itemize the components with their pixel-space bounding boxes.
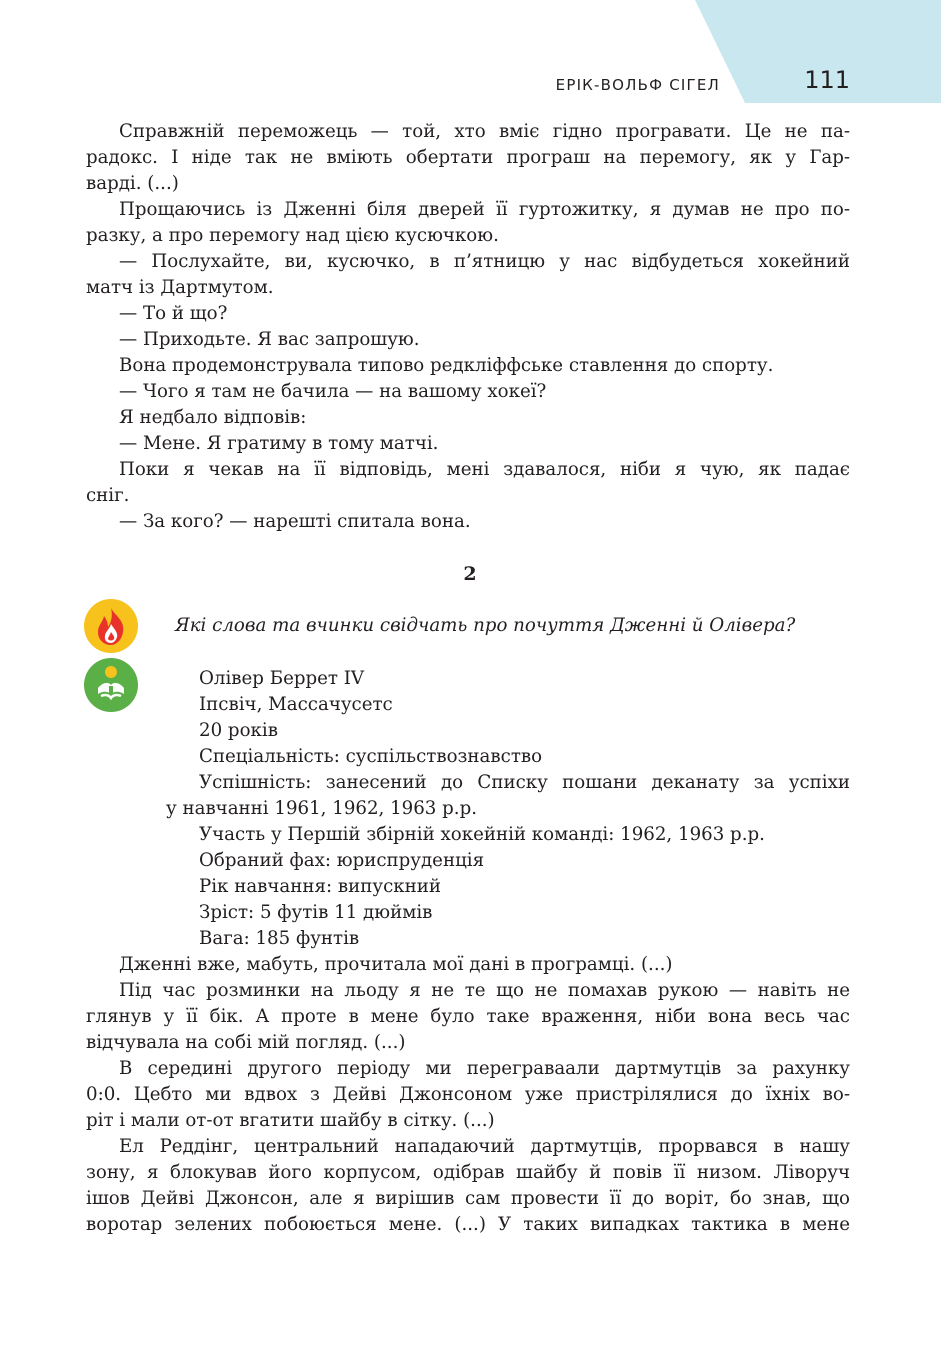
program-line: Іпсвіч, Массачусетс [199, 694, 393, 715]
paragraph-line: Поки я чекав на її відповідь, мені здавалося, ніби я чую, як падає [119, 459, 850, 480]
paragraph-line: Ел Реддінг, центральний нападаючий дартмутців, прорвався в нашу [119, 1136, 850, 1157]
paragraph-line: Під час розминки на льоду я не те що не помахав рукою — навіть не [119, 980, 850, 1001]
paragraph-line: сніг. [86, 485, 130, 506]
program-line: Обраний фах: юриспруденція [199, 850, 485, 871]
dialogue-line: — Чого я там не бачила — на вашому хокеї? [119, 381, 547, 402]
paragraph-line: Прощаючись із Дженні біля дверей її гуртожитку, я думав не про по- [119, 199, 850, 220]
paragraph-line: 0:0. Цебто ми вдвох з Дейві Джонсоном уже пристрілялися до їхніх во- [86, 1084, 850, 1105]
program-line: Олівер Беррет IV [199, 668, 365, 689]
program-line: у навчанні 1961, 1962, 1963 р.р. [166, 798, 478, 819]
program-line: Спеціальність: суспільствознавство [199, 746, 543, 767]
dialogue-line: — Послухайте, ви, кусючко, в п’ятницю у нас відбудеться хокейний [119, 251, 850, 272]
reading-person-icon [84, 658, 138, 712]
program-line: 20 років [199, 720, 278, 741]
paragraph-line: відчувала на собі мій погляд. (...) [86, 1032, 406, 1053]
dialogue-line: — За кого? — нарешті спитала вона. [119, 511, 471, 532]
paragraph-line: радокс. І ніде так не вміють обертати програш на перемогу, як у Гар- [86, 147, 850, 168]
program-line: Рік навчання: випускний [199, 876, 442, 897]
paragraph-line: зону, я блокував його корпусом, одібрав шайбу й повів її низом. Ліворуч [86, 1162, 850, 1183]
paragraph-line: Справжній переможець — той, хто вміє гідно програвати. Це не па- [119, 121, 850, 142]
paragraph-line: Вона продемонструвала типово редкліффське ставлення до спорту. [119, 355, 774, 376]
paragraph-line: Дженні вже, мабуть, прочитала мої дані в програмці. (...) [119, 954, 673, 975]
program-line: Успішність: занесений до Списку пошани деканату за успіхи [199, 772, 850, 793]
paragraph-line: ріт і мали от-от вгатити шайбу в сітку. (...) [86, 1110, 495, 1131]
fire-icon [84, 599, 138, 653]
program-line: Вага: 185 фунтів [199, 928, 360, 949]
program-line: Зріст: 5 футів 11 дюймів [199, 902, 433, 923]
discussion-question: Які слова та вчинки свідчать про почуття Дженні й Олівера? [175, 615, 796, 636]
paragraph-line: разку, а про перемогу над цією кусючкою. [86, 225, 499, 246]
paragraph-line: В середині другого періоду ми переграваали дартмутців за рахунку [119, 1058, 850, 1079]
dialogue-line: — Мене. Я гратиму в тому матчі. [119, 433, 439, 454]
paragraph-line: Я недбало відповів: [119, 407, 307, 428]
paragraph-line: ішов Дейві Джонсон, але я вирішив сам провести її до воріт, бо знав, що [86, 1188, 850, 1209]
section-number: 2 [463, 563, 477, 585]
program-line: Участь у Першій збірній хокейній команді: 1962, 1963 р.р. [199, 824, 765, 845]
running-head-author: ЕРІК-ВОЛЬФ СІГЕЛ [555, 76, 720, 94]
paragraph-line: варді. (...) [86, 173, 179, 194]
dialogue-line: — Приходьте. Я вас запрошую. [119, 329, 420, 350]
page-number: 111 [804, 66, 850, 94]
dialogue-line: матч із Дартмутом. [86, 277, 274, 298]
paragraph-line: глянув у її бік. А проте в мене було таке враження, ніби вона весь час [86, 1006, 850, 1027]
paragraph-line: воротар зелених побоюється мене. (...) У таких випадках тактика в мене [86, 1214, 850, 1235]
dialogue-line: — То й що? [119, 303, 228, 324]
